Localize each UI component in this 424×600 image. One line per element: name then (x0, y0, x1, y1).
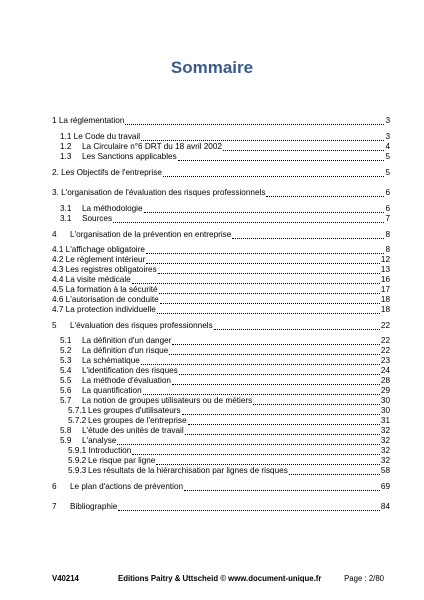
toc-leader-dots (143, 388, 380, 395)
toc-entry-number: 5 (52, 321, 57, 330)
toc-entry (52, 321, 390, 332)
toc-entry-page: 32 (380, 446, 390, 455)
toc-entry (60, 356, 390, 367)
toc-entry (60, 346, 390, 357)
toc-entry-page: 18 (380, 295, 390, 304)
toc-entry-label: Sources (82, 214, 113, 223)
toc-leader-dots (266, 190, 384, 197)
toc-entry-page: 6 (385, 188, 390, 197)
toc-entry (68, 406, 390, 417)
toc-entry-label: Les Sanctions applicables (82, 152, 177, 161)
toc-entry-label: Les résultats de la hiérarchisation par lignes de risques (88, 466, 288, 475)
toc-entry-label: La définition d'un danger (82, 336, 172, 345)
toc-entry (52, 482, 390, 493)
toc-entry (52, 255, 390, 266)
toc-entry (68, 416, 390, 427)
toc-leader-dots (184, 484, 380, 491)
toc-entry-number: 1.2 (60, 142, 72, 151)
toc-leader-dots (132, 448, 380, 455)
toc-entry-number: 3.1 (60, 214, 72, 223)
toc-entry-page: 6 (385, 204, 390, 213)
toc-leader-dots (144, 206, 385, 213)
toc-entry-label: 4.7 La protection individuelle (52, 305, 156, 314)
toc-entry (60, 132, 390, 143)
toc-entry-page: 22 (380, 336, 390, 345)
toc-leader-dots (117, 438, 380, 445)
toc-leader-dots (169, 348, 380, 355)
toc-leader-dots (178, 154, 385, 161)
page-number: Page : 2/80 (344, 574, 384, 583)
toc-entry-label: Les groupes de l'entreprise (88, 416, 187, 425)
toc-entry (68, 446, 390, 457)
toc-entry-label: Le plan d'actions de prévention (70, 482, 184, 491)
toc-entry-label: L'évaluation des risques professionnels (70, 321, 213, 330)
toc-entry-number: 5.7 (60, 396, 72, 405)
toc-leader-dots (163, 170, 385, 177)
toc-entry-number: 5.7.2 (68, 416, 87, 425)
toc-entry-page: 58 (380, 466, 390, 475)
toc-entry-number: 5.9 (60, 436, 72, 445)
toc-entry-label: L'identification des risques (82, 366, 178, 375)
toc-entry-label: L'organisation de la prévention en entreprise (70, 230, 232, 239)
toc-entry-label: 5.9.1 Introduction (68, 446, 132, 455)
toc-entry (52, 168, 390, 179)
toc-entry-label: 2. Les Objectifs de l'entreprise (52, 168, 162, 177)
toc-leader-dots (289, 468, 380, 475)
toc-leader-dots (232, 232, 384, 239)
toc-entry (52, 502, 390, 513)
toc-entry-label: 4.4 La visite médicale (52, 275, 131, 284)
toc-entry-label: L'analyse (82, 436, 117, 445)
toc-entry (68, 456, 390, 467)
toc-entry (60, 396, 390, 407)
toc-entry (52, 285, 390, 296)
toc-entry-page: 4 (385, 142, 390, 151)
toc-entry-page: 5 (385, 152, 390, 161)
toc-entry-page: 5 (385, 168, 390, 177)
toc-leader-dots (141, 134, 384, 141)
toc-entry-page: 32 (380, 436, 390, 445)
toc-entry (60, 386, 390, 397)
toc-entry-page: 32 (380, 426, 390, 435)
toc-leader-dots (253, 398, 380, 405)
toc-entry-page: 17 (380, 285, 390, 294)
toc-entry (52, 230, 390, 241)
toc-leader-dots (188, 418, 380, 425)
toc-leader-dots (118, 504, 380, 511)
toc-leader-dots (214, 323, 380, 330)
toc-leader-dots (146, 257, 380, 264)
toc-entry-number: 5.2 (60, 346, 72, 355)
toc-entry (52, 188, 390, 199)
toc-entry (60, 436, 390, 447)
toc-leader-dots (179, 368, 380, 375)
toc-leader-dots (141, 358, 380, 365)
toc-entry (60, 214, 390, 225)
toc-entry-page: 32 (380, 456, 390, 465)
toc-entry-number: 1.3 (60, 152, 72, 161)
toc-entry-page: 22 (380, 346, 390, 355)
toc-entry-label: La notion de groupes utilisateurs ou de métiers (82, 396, 253, 405)
toc-entry (60, 336, 390, 347)
toc-entry-page: 69 (380, 482, 390, 491)
toc-entry-label: La définition d'un risque (82, 346, 169, 355)
toc-leader-dots (113, 216, 384, 223)
toc-entry-number: 5.7.1 (68, 406, 87, 415)
toc-leader-dots (146, 247, 385, 254)
toc-entry-page: 3 (385, 132, 390, 141)
toc-entry-page: 18 (380, 305, 390, 314)
toc-entry-label: 3. L'organisation de l'évaluation des risques professionnels (52, 188, 266, 197)
toc-leader-dots (125, 118, 384, 125)
toc-leader-dots (160, 297, 380, 304)
toc-entry-number: 5.9.2 (68, 456, 87, 465)
toc-entry-number: 7 (52, 502, 57, 511)
toc-entry (60, 366, 390, 377)
toc-entry-page: 16 (380, 275, 390, 284)
toc-entry-label: 4.1 L'affichage obligatoire (52, 245, 145, 254)
toc-entry (60, 152, 390, 163)
toc-entry (60, 204, 390, 215)
toc-entry (60, 376, 390, 387)
toc-entry (60, 426, 390, 437)
toc-entry-label: L'étude des unités de travail (82, 426, 184, 435)
toc-entry-label: 4.2 Le règlement intérieur (52, 255, 146, 264)
toc-entry-number: 6 (52, 482, 57, 491)
toc-entry-page: 30 (380, 406, 390, 415)
toc-leader-dots (172, 338, 379, 345)
document-version: V40214 (52, 574, 79, 583)
toc-entry (60, 142, 390, 153)
toc-entry (52, 116, 390, 127)
toc-entry (52, 305, 390, 316)
toc-entry-number: 5.8 (60, 426, 72, 435)
toc-leader-dots (158, 267, 380, 274)
toc-entry (68, 466, 390, 477)
toc-entry-page: 22 (380, 321, 390, 330)
page-title: Sommaire (170, 58, 254, 77)
toc-entry-page: 29 (380, 386, 390, 395)
toc-entry-page: 31 (380, 416, 390, 425)
toc-entry-label: Les groupes d'utilisateurs (88, 406, 181, 415)
toc-entry-label: La méthode d'évaluation (82, 376, 171, 385)
toc-entry-number: 5.1 (60, 336, 72, 345)
toc-entry-page: 8 (385, 245, 390, 254)
toc-leader-dots (156, 458, 380, 465)
toc-entry-page: 12 (380, 255, 390, 264)
toc-entry (52, 295, 390, 306)
toc-entry-page: 7 (385, 214, 390, 223)
toc-entry-number: 4 (52, 230, 57, 239)
toc-entry-page: 24 (380, 366, 390, 375)
toc-entry-label: 4.3 Les registres obligatoires (52, 265, 157, 274)
toc-entry-label: 1.1 Le Code du travail (60, 132, 141, 141)
toc-entry (52, 245, 390, 256)
toc-leader-dots (185, 428, 380, 435)
toc-entry-label: Le risque par ligne (88, 456, 156, 465)
toc-entry-label: 4.6 L'autorisation de conduite (52, 295, 159, 304)
toc-entry-page: 28 (380, 376, 390, 385)
toc-entry-label: La quantification (82, 386, 142, 395)
toc-leader-dots (172, 378, 380, 385)
toc-entry-page: 84 (380, 502, 390, 511)
toc-entry-label: La Circulaire n°6 DRT du 18 avril 2002 (82, 142, 222, 151)
toc-entry-number: 5.5 (60, 376, 72, 385)
toc-entry-page: 30 (380, 396, 390, 405)
toc-entry-number: 5.9.3 (68, 466, 87, 475)
toc-entry-label: La schématique (82, 356, 140, 365)
toc-entry-label: 1 La réglementation (52, 116, 125, 125)
toc-entry-label: La méthodologie (82, 204, 143, 213)
toc-entry-label: 4.5 La formation à la sécurité (52, 285, 158, 294)
toc-leader-dots (159, 287, 380, 294)
toc-entry-number: 3.1 (60, 204, 72, 213)
toc-entry-page: 3 (385, 116, 390, 125)
toc-entry (52, 275, 390, 286)
toc-leader-dots (223, 144, 384, 151)
toc-entry-page: 23 (380, 356, 390, 365)
toc-leader-dots (182, 408, 380, 415)
toc-entry-page: 8 (385, 230, 390, 239)
toc-entry-label: Bibliographie (70, 502, 118, 511)
publisher-credit: Editions Paitry & Uttscheid © www.document-unique.fr (118, 574, 322, 583)
toc-entry-number: 5.4 (60, 366, 72, 375)
toc-entry-number: 5.6 (60, 386, 72, 395)
table-of-contents (52, 116, 390, 516)
toc-leader-dots (157, 307, 380, 314)
toc-leader-dots (132, 277, 380, 284)
page-footer (0, 574, 424, 586)
toc-entry (52, 265, 390, 276)
toc-entry-number: 5.3 (60, 356, 72, 365)
toc-entry-page: 13 (380, 265, 390, 274)
